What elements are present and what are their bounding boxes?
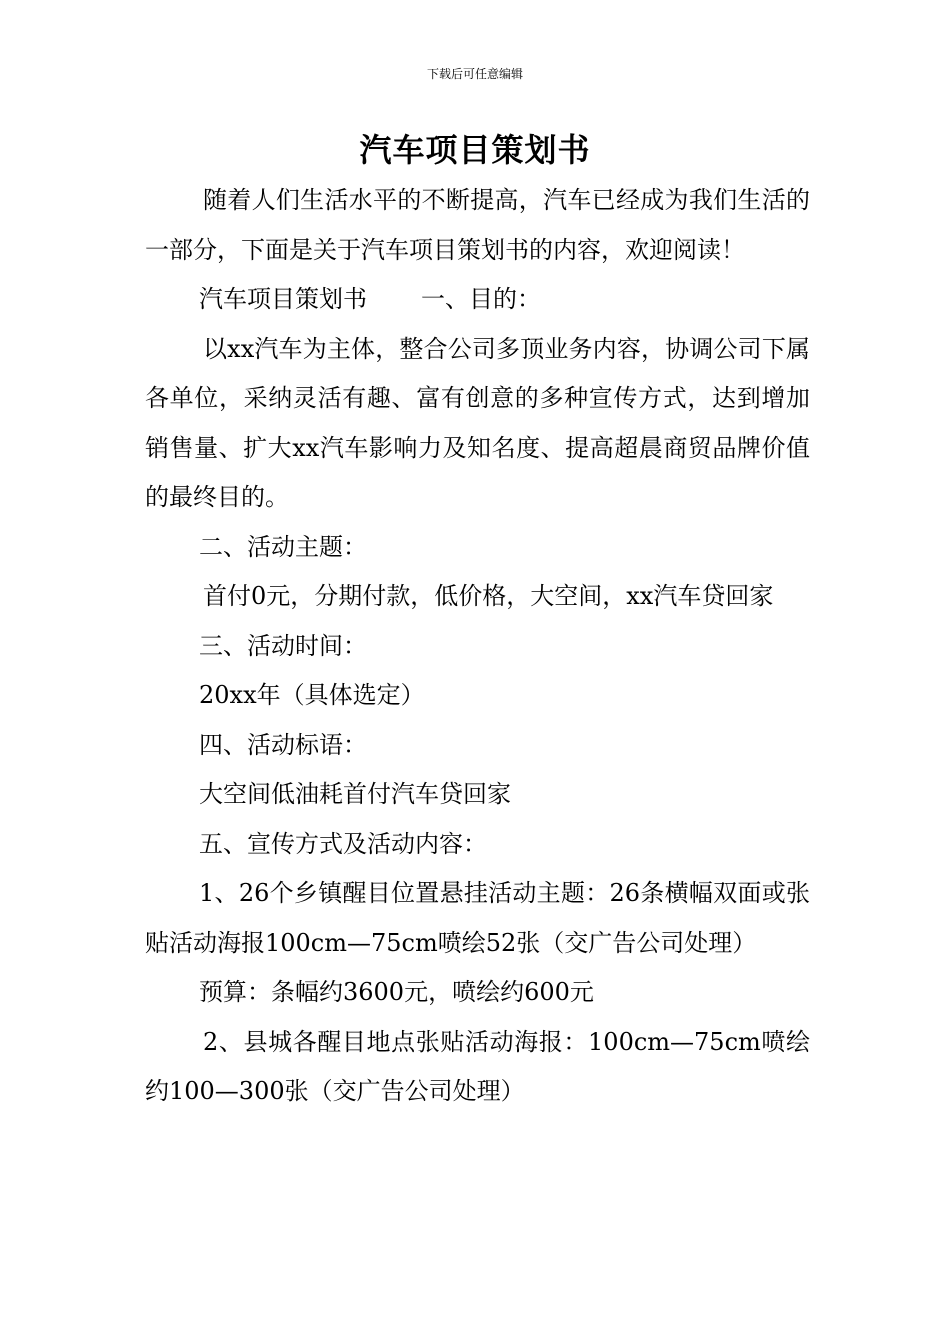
section-heading-purpose: 一、目的： xyxy=(421,285,541,313)
section-heading-promotion: 五、宣传方式及活动内容： xyxy=(199,829,487,858)
paragraph-purpose: 以xx汽车为主体，整合公司多顶业务内容，协调公司下属各单位，采纳灵活有趣、富有创意的多种宣传方式，达到增加销售量、扩大xx汽车影响力及知名度、提高超晨商贸品牌价值的最终目的。 xyxy=(145,334,810,511)
paragraph-promotion-item-2: 2、县城各醒目地点张贴活动海报：100cm—75cm喷绘约100—300张（交广告公司处理） xyxy=(145,1027,810,1105)
section-heading-slogan: 四、活动标语： xyxy=(199,730,367,759)
subtitle-text: 汽车项目策划书 xyxy=(199,285,367,313)
header-note: 下载后可任意编辑 xyxy=(426,67,523,81)
paragraph-theme: 首付0元，分期付款，低价格，大空间，xx汽车贷回家 xyxy=(203,582,774,610)
document-body xyxy=(145,176,810,1117)
document-title: 汽车项目策划书 xyxy=(359,131,591,169)
paragraph-intro: 随着人们生活水平的不断提高，汽车已经成为我们生活的一部分，下面是关于汽车项目策划书的内容，欢迎阅读！ xyxy=(145,186,810,264)
section-heading-theme: 二、活动主题： xyxy=(199,532,367,561)
paragraph-section-heading-line xyxy=(145,275,810,325)
paragraph-slogan: 大空间低油耗首付汽车贷回家 xyxy=(199,780,511,808)
paragraph-promotion-item-1: 1、26个乡镇醒目位置悬挂活动主题：26条横幅双面或张贴活动海报100cm—75cm喷绘52张（交广告公司处理） xyxy=(145,879,810,957)
paragraph-budget: 预算：条幅约3600元，喷绘约600元 xyxy=(199,978,594,1006)
paragraph-time: 20xx年（具体选定） xyxy=(199,681,425,709)
section-heading-time: 三、活动时间： xyxy=(199,631,367,660)
